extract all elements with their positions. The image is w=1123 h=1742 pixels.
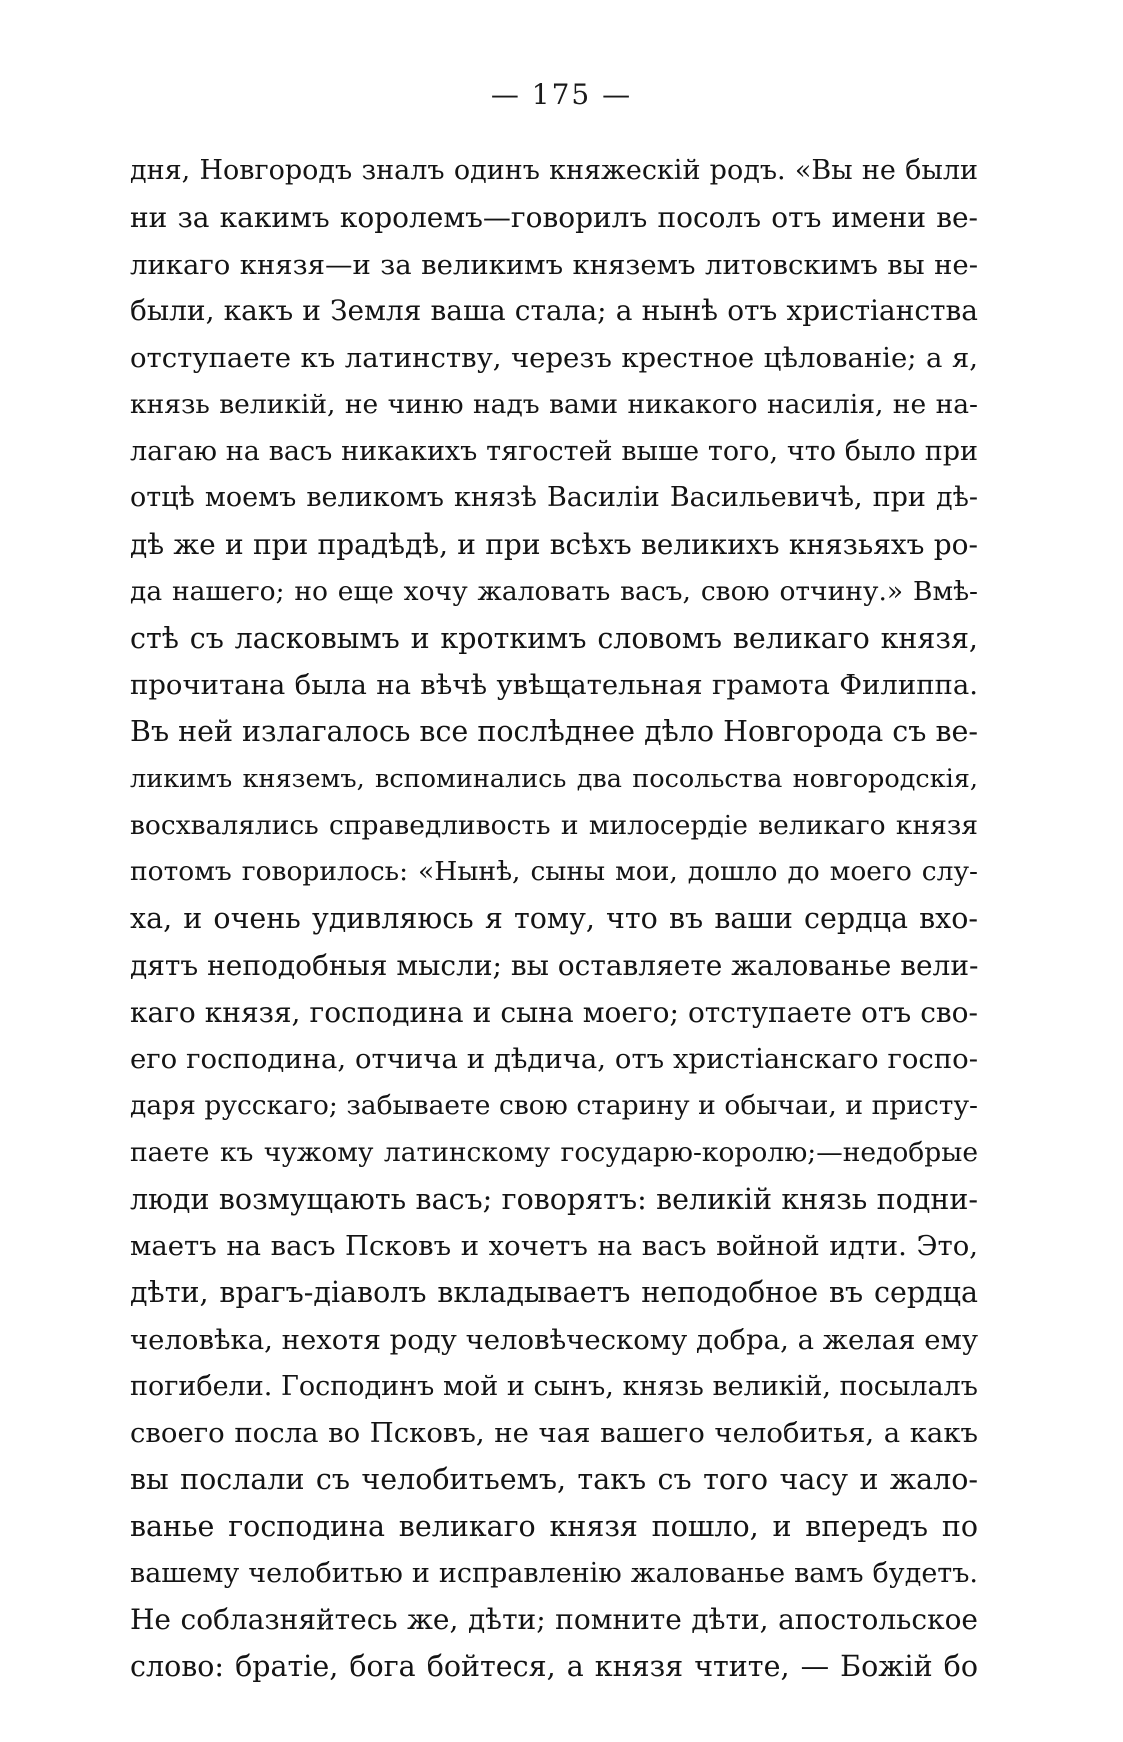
text-line: ха, и очень удивляюсь я тому, что въ ваши сердца вхо-	[130, 902, 978, 935]
text-line: стѣ съ ласковымъ и кроткимъ словомъ великаго князя,	[130, 621, 978, 655]
text-line: ни за какимъ королемъ—говорилъ посолъ отъ имени ве-	[130, 200, 978, 234]
text-line: отступаете къ латинству, черезъ крестное цѣлованіе; а я,	[130, 342, 978, 374]
text-line: восхвалялись справедливость и милосердіе великаго князя	[130, 809, 978, 841]
text-line: дятъ неподобныя мысли; вы оставляете жалованье вели-	[130, 948, 978, 982]
text-line: лагаю на васъ никакихъ тягостей выше того, что было при	[130, 435, 978, 467]
text-line: да нашего; но еще хочу жаловать васъ, свою отчину.» Вмѣ-	[130, 575, 978, 607]
text-line: своего посла во Псковъ, не чая вашего челобитья, а какъ	[130, 1417, 978, 1450]
text-line: князь великій, не чиню надъ вами никакого насилія, не на-	[130, 388, 978, 420]
text-line: вашему челобитью и исправленію жалованье вамъ будетъ.	[130, 1557, 978, 1589]
text-line: дѣ же и при прадѣдѣ, и при всѣхъ великихъ князьяхъ ро-	[130, 528, 978, 561]
text-line: ванье господина великаго князя пошло, и впередъ по	[130, 1509, 978, 1543]
text-line: прочитана была на вѣчѣ увѣщательная грамота Филиппа.	[130, 669, 978, 702]
text-line: ликимъ княземъ, вспоминались два посольства новгородскія,	[130, 763, 978, 794]
text-line: были, какъ и Земля ваша стала; а нынѣ отъ христіанства	[130, 294, 978, 328]
text-line: люди возмущають васъ; говорятъ: великій князь подни-	[130, 1182, 978, 1216]
text-line: человѣка, нехотя роду человѣческому добра, а желая ему	[130, 1323, 978, 1356]
text-line: паете къ чужому латинскому государю-королю;—недобрые	[130, 1136, 978, 1168]
text-line: Не соблазняйтесь же, дѣти; помните дѣти, апостольское	[130, 1603, 978, 1637]
text-line: слово: братіе, бога бойтеся, а князя чтите, — Божій бо	[130, 1650, 978, 1683]
text-line: погибели. Господинъ мой и сынъ, князь великій, посылалъ	[130, 1370, 978, 1402]
text-line: отцѣ моемъ великомъ князѣ Василіи Васильевичѣ, при дѣ-	[130, 482, 978, 514]
text-line: дня, Новгородъ зналъ одинъ княжескій родъ. «Вы не были	[130, 155, 978, 186]
text-line: потомъ говорилось: «Нынѣ, сыны мои, дошло до моего слу-	[130, 856, 978, 888]
text-line: Въ ней излагалось все послѣднее дѣло Новгорода съ ве-	[130, 715, 978, 748]
text-line: ликаго князя—и за великимъ княземъ литовскимъ вы не-	[130, 248, 978, 281]
body-text	[130, 148, 978, 1691]
page-number: — 175 —	[490, 78, 633, 111]
text-line: маетъ на васъ Псковъ и хочетъ на васъ войной идти. Это,	[130, 1230, 978, 1263]
text-line: дѣти, врагъ-діаволъ вкладываетъ неподобное въ сердца	[130, 1276, 978, 1309]
text-line: вы послали съ челобитьемъ, такъ съ того часу и жало-	[130, 1463, 978, 1496]
text-line: даря русскаго; забываете свою старину и обычаи, и присту-	[130, 1090, 978, 1121]
text-line: каго князя, господина и сына моего; отступаете отъ сво-	[130, 995, 978, 1029]
text-line: его господина, отчича и дѣдича, отъ христіанскаго госпо-	[130, 1043, 978, 1076]
